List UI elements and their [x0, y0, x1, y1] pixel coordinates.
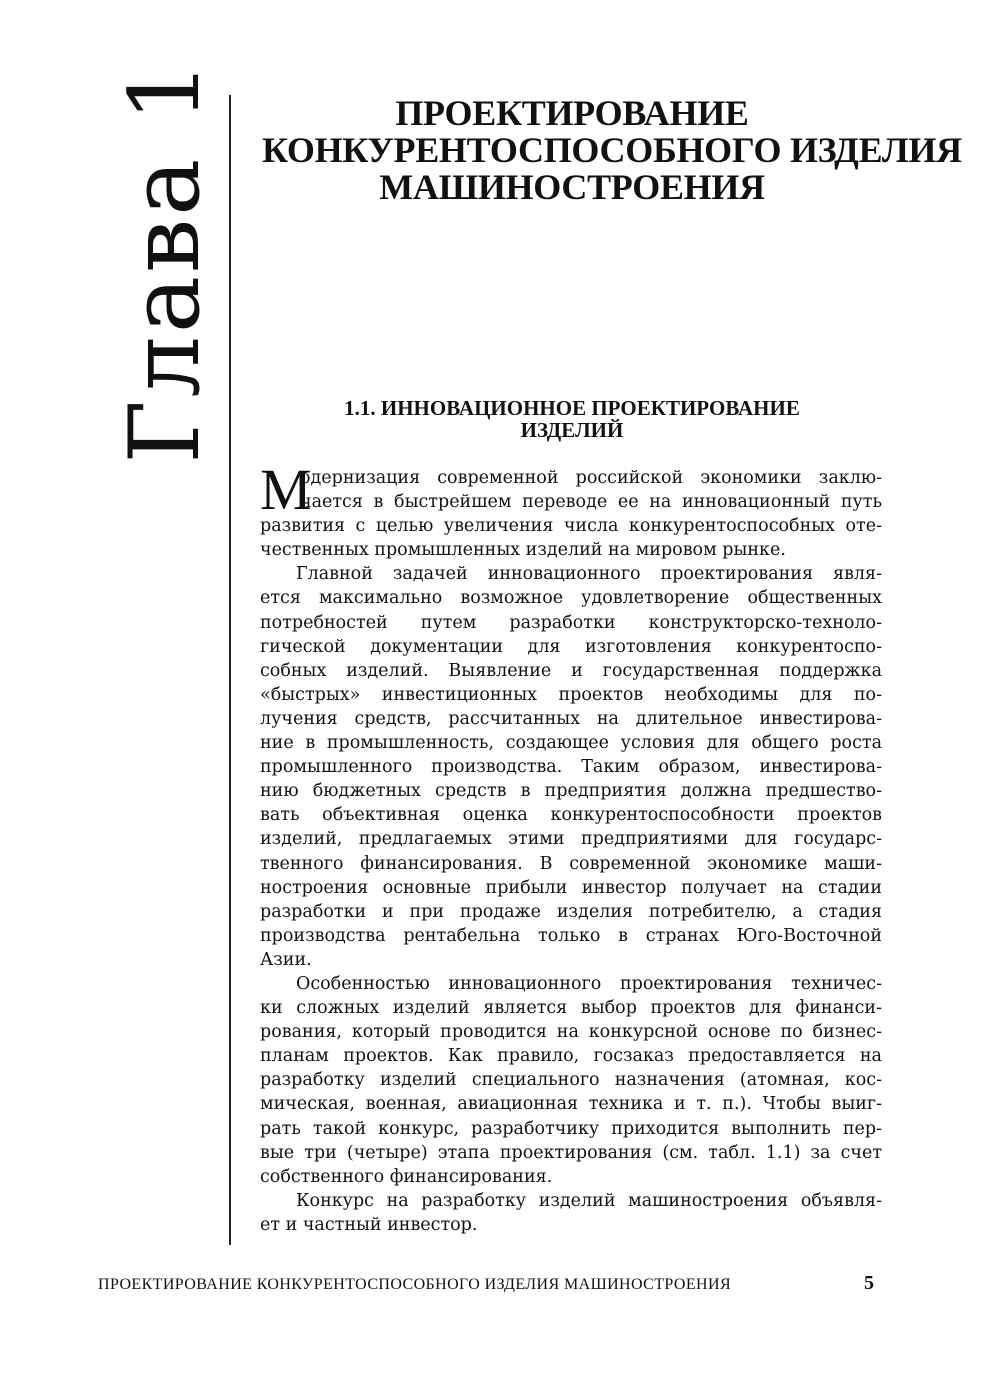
paragraph-1: [260, 457, 882, 562]
section-heading: [262, 397, 882, 441]
text-line: ки сложных изделий является выбор проектов для финанси-: [260, 998, 882, 1019]
text-line: Главной задачей инновационного проектирования явля-: [296, 564, 882, 585]
text-line: вать объективная оценка конкурентоспособности проектов: [260, 805, 882, 826]
text-line: вые три (четыре) этапа проектирования (см. табл. 1.1) за счет: [260, 1142, 882, 1163]
section-heading-line: ИЗДЕЛИЙ: [520, 418, 624, 442]
text-line: собственного финансирования.: [260, 1166, 553, 1187]
text-line: производства рентабельна только в странах Юго-Восточной: [260, 925, 882, 946]
text-line: Азии.: [260, 949, 312, 970]
section-heading-line: 1.1. ИННОВАЦИОННОЕ ПРОЕКТИРОВАНИЕ: [344, 396, 800, 420]
text-line: планам проектов. Как правило, госзаказ предоставляется на: [260, 1046, 882, 1067]
text-line: нию бюджетных средств в предприятия должна предшество-: [260, 781, 882, 802]
chapter-label-text: Глава 1: [109, 58, 221, 464]
text-line: собных изделий. Выявление и государственная поддержка: [260, 660, 882, 681]
vertical-divider: [229, 95, 231, 1245]
text-line: чественных промышленных изделий на мировом рынке.: [260, 540, 786, 561]
text-line: изделий, предлагаемых этими предприятиями для государс-: [260, 829, 882, 850]
text-line: Конкурс на разработку изделий машиностроения объявля-: [296, 1190, 882, 1211]
text-line: мическая, военная, авиационная техника и т. п.). Чтобы выиг-: [260, 1094, 882, 1115]
page-number: 5: [864, 1272, 874, 1294]
text-line: ние в промышленность, создающее условия для общего роста: [260, 733, 882, 754]
paragraph-4: [260, 1189, 882, 1237]
chapter-title-line: ПРОЕКТИРОВАНИЕ: [395, 93, 749, 133]
text-line: ется максимально возможное удовлетворение общественных: [260, 588, 882, 609]
chapter-label: [109, 58, 221, 464]
text-line: «быстрых» инвестиционных проектов необходимы для по-: [260, 684, 882, 705]
text-line: ностроения основные прибыли инвестор получает на стадии: [260, 877, 882, 898]
text-line: промышленного производства. Таким образом, инвестирова-: [260, 757, 882, 778]
body-text: [260, 457, 882, 1237]
text-line: разработки и при продаже изделия потребителю, а стадия: [260, 901, 882, 922]
text-line: потребностей путем разработки конструкторско-техноло-: [260, 612, 882, 633]
chapter-title-line: МАШИНОСТРОЕНИЯ: [379, 167, 765, 207]
chapter-title-line: КОНКУРЕНТОСПОСОБНОГО ИЗДЕЛИЯ: [262, 130, 962, 170]
text-line: гической документации для изготовления конкурентоспо-: [260, 636, 882, 657]
text-line: одернизация современной российской экономики заклю-: [300, 468, 882, 488]
paragraph-3: [260, 972, 882, 1189]
text-line: разработку изделий специального назначения (атомная, кос-: [260, 1070, 882, 1091]
drop-cap: М: [260, 457, 312, 522]
paragraph-2: [260, 562, 882, 972]
text-line: Особенностью инновационного проектирования техничес-: [296, 973, 882, 994]
text-line: развития с целью увеличения числа конкурентоспособных оте-: [260, 516, 882, 537]
text-line: рования, который проводится на конкурсной основе по бизнес-: [260, 1022, 882, 1043]
chapter-title: [262, 93, 962, 207]
text-line: ет и частный инвестор.: [260, 1214, 478, 1235]
running-footer-title: ПРОЕКТИРОВАНИЕ КОНКУРЕНТОСПОСОБНОГО ИЗДЕЛИЯ МАШИНОСТРОЕНИЯ: [98, 1276, 732, 1293]
text-line: твенного финансирования. В современной экономике маши-: [260, 853, 882, 874]
text-line: чается в быстрейшем переводе ее на инновационный путь: [300, 492, 882, 513]
text-line: рать такой конкурс, разработчику приходится выполнить пер-: [260, 1118, 882, 1139]
text-line: лучения средств, рассчитанных на длительное инвестирова-: [260, 708, 882, 729]
